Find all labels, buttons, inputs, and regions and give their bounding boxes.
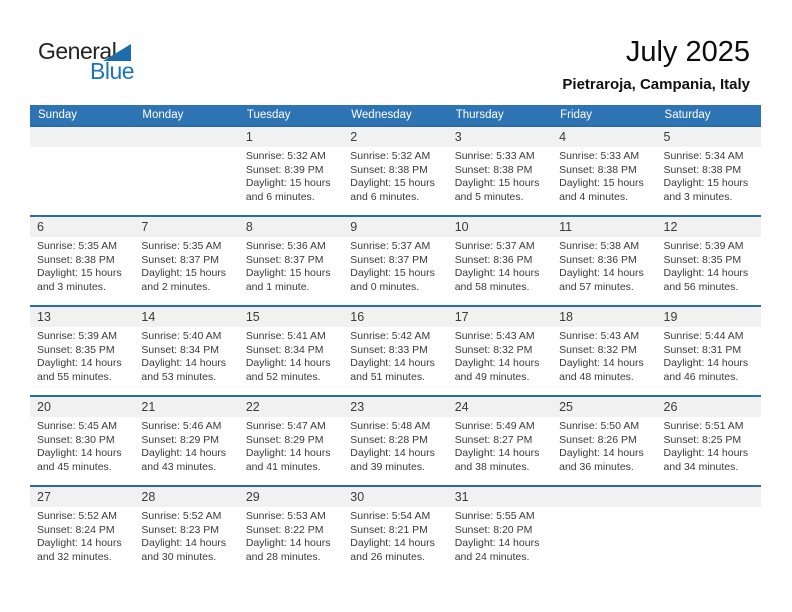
sunset-text: Sunset: 8:31 PM: [663, 343, 742, 356]
day-number: 3: [448, 127, 552, 147]
sunrise-text: Sunrise: 5:35 AM: [141, 240, 222, 252]
day-details: [448, 237, 552, 294]
sunset-text: Sunset: 8:34 PM: [141, 343, 220, 356]
sunset-text: Sunset: 8:23 PM: [141, 523, 220, 536]
day-details: [448, 147, 552, 204]
sunset-text: Sunset: 8:22 PM: [245, 523, 324, 536]
day-details: [657, 507, 761, 510]
day-cell: [552, 396, 656, 486]
day-details: [343, 507, 447, 564]
sunset-text: Sunset: 8:37 PM: [350, 253, 428, 266]
sunrise-text: Sunrise: 5:50 AM: [559, 420, 640, 432]
day-cell: [552, 126, 656, 216]
day-details: [239, 147, 343, 204]
day-number: 30: [343, 487, 447, 507]
sunset-text: Sunset: 8:38 PM: [350, 163, 428, 176]
sunset-text: Sunset: 8:36 PM: [559, 253, 637, 266]
day-cell: [134, 486, 238, 576]
day-number: 14: [134, 307, 238, 327]
daylight-text: Daylight: 14 hours and 55 minutes.: [37, 357, 122, 383]
sunrise-text: Sunrise: 5:33 AM: [454, 150, 535, 162]
day-details: [134, 147, 238, 150]
day-cell: [239, 396, 343, 486]
weekday-monday: Monday: [134, 105, 238, 126]
daylight-text: Daylight: 15 hours and 3 minutes.: [37, 267, 122, 293]
daylight-text: Daylight: 14 hours and 39 minutes.: [350, 447, 435, 473]
day-details: [657, 327, 761, 384]
sunset-text: Sunset: 8:27 PM: [454, 433, 533, 446]
sunset-text: Sunset: 8:32 PM: [454, 343, 533, 356]
day-details: [134, 237, 238, 294]
sunrise-text: Sunrise: 5:42 AM: [350, 330, 431, 342]
sunset-text: Sunset: 8:36 PM: [454, 253, 533, 266]
sunrise-text: Sunrise: 5:53 AM: [245, 510, 326, 522]
sunset-text: Sunset: 8:25 PM: [663, 433, 742, 446]
daylight-text: Daylight: 14 hours and 51 minutes.: [350, 357, 435, 383]
day-number: [657, 487, 761, 507]
sunrise-text: Sunrise: 5:38 AM: [559, 240, 640, 252]
day-details: [552, 417, 656, 474]
daylight-text: Daylight: 14 hours and 32 minutes.: [37, 537, 122, 563]
month-title: July 2025: [625, 36, 750, 68]
sunrise-text: Sunrise: 5:52 AM: [37, 510, 117, 522]
sunrise-text: Sunrise: 5:37 AM: [350, 240, 431, 252]
day-details: [239, 237, 343, 294]
daylight-text: Daylight: 14 hours and 43 minutes.: [141, 447, 227, 473]
day-details: [30, 327, 134, 384]
day-number: 6: [30, 217, 134, 237]
day-cell: [552, 486, 656, 576]
day-cell: [448, 306, 552, 396]
day-number: 27: [30, 487, 134, 507]
week-row: [30, 216, 761, 306]
logo-text-blue: Blue: [90, 58, 135, 84]
daylight-text: Daylight: 15 hours and 4 minutes.: [559, 177, 644, 203]
day-details: [343, 147, 447, 204]
day-number: 13: [30, 307, 134, 327]
day-details: [343, 417, 447, 474]
day-details: [343, 327, 447, 384]
daylight-text: Daylight: 14 hours and 52 minutes.: [245, 357, 331, 383]
sunset-text: Sunset: 8:34 PM: [245, 343, 324, 356]
day-cell: [657, 216, 761, 306]
sunrise-text: Sunrise: 5:51 AM: [663, 420, 744, 432]
week-row: [30, 396, 761, 486]
day-details: [30, 147, 134, 150]
weekday-header: [30, 105, 761, 126]
daylight-text: Daylight: 14 hours and 46 minutes.: [663, 357, 749, 383]
daylight-text: Daylight: 14 hours and 53 minutes.: [141, 357, 227, 383]
day-cell: [239, 126, 343, 216]
daylight-text: Daylight: 14 hours and 49 minutes.: [454, 357, 540, 383]
day-cell: [134, 216, 238, 306]
day-details: [134, 507, 238, 564]
sunrise-text: Sunrise: 5:46 AM: [141, 420, 222, 432]
daylight-text: Daylight: 15 hours and 1 minute.: [245, 267, 331, 293]
sunrise-text: Sunrise: 5:39 AM: [37, 330, 117, 342]
sunset-text: Sunset: 8:38 PM: [454, 163, 533, 176]
sunset-text: Sunset: 8:32 PM: [559, 343, 637, 356]
day-cell: [30, 126, 134, 216]
day-number: 17: [448, 307, 552, 327]
day-number: 28: [134, 487, 238, 507]
day-cell: [448, 486, 552, 576]
sunrise-text: Sunrise: 5:43 AM: [454, 330, 535, 342]
daylight-text: Daylight: 14 hours and 57 minutes.: [559, 267, 644, 293]
daylight-text: Daylight: 14 hours and 30 minutes.: [141, 537, 227, 563]
sunrise-text: Sunrise: 5:47 AM: [245, 420, 326, 432]
day-cell: [134, 306, 238, 396]
week-row: [30, 306, 761, 396]
sunrise-text: Sunrise: 5:44 AM: [663, 330, 744, 342]
title-block: [562, 36, 750, 93]
day-number: 19: [657, 307, 761, 327]
day-cell: [30, 306, 134, 396]
daylight-text: Daylight: 14 hours and 48 minutes.: [559, 357, 644, 383]
daylight-text: Daylight: 14 hours and 56 minutes.: [663, 267, 749, 293]
day-cell: [343, 126, 447, 216]
sunrise-text: Sunrise: 5:45 AM: [37, 420, 117, 432]
logo-text-general: General: [38, 38, 117, 64]
day-number: 8: [239, 217, 343, 237]
sunset-text: Sunset: 8:35 PM: [37, 343, 115, 356]
sunrise-text: Sunrise: 5:52 AM: [141, 510, 222, 522]
daylight-text: Daylight: 14 hours and 28 minutes.: [245, 537, 331, 563]
sunset-text: Sunset: 8:35 PM: [663, 253, 742, 266]
daylight-text: Daylight: 15 hours and 6 minutes.: [245, 177, 331, 203]
sunrise-text: Sunrise: 5:49 AM: [454, 420, 535, 432]
sunrise-text: Sunrise: 5:48 AM: [350, 420, 431, 432]
day-cell: [657, 306, 761, 396]
day-cell: [343, 486, 447, 576]
day-number: 16: [343, 307, 447, 327]
sunset-text: Sunset: 8:38 PM: [559, 163, 637, 176]
day-number: 12: [657, 217, 761, 237]
sunset-text: Sunset: 8:21 PM: [350, 523, 428, 536]
sunrise-text: Sunrise: 5:54 AM: [350, 510, 431, 522]
day-cell: [448, 126, 552, 216]
sunrise-text: Sunrise: 5:32 AM: [245, 150, 326, 162]
day-cell: [448, 396, 552, 486]
day-details: [552, 147, 656, 204]
day-details: [30, 507, 134, 564]
day-details: [657, 417, 761, 474]
sunset-text: Sunset: 8:38 PM: [37, 253, 115, 266]
day-number: 22: [239, 397, 343, 417]
day-number: [134, 127, 238, 147]
day-cell: [552, 306, 656, 396]
daylight-text: Daylight: 15 hours and 3 minutes.: [663, 177, 749, 203]
sunrise-text: Sunrise: 5:35 AM: [37, 240, 117, 252]
sunset-text: Sunset: 8:29 PM: [141, 433, 220, 446]
sunrise-text: Sunrise: 5:37 AM: [454, 240, 535, 252]
day-number: 23: [343, 397, 447, 417]
day-details: [448, 327, 552, 384]
weekday-thursday: Thursday: [448, 105, 552, 126]
sunrise-text: Sunrise: 5:34 AM: [663, 150, 744, 162]
calendar-table: [30, 105, 761, 576]
day-number: 20: [30, 397, 134, 417]
day-cell: [657, 486, 761, 576]
sunset-text: Sunset: 8:33 PM: [350, 343, 428, 356]
day-details: [239, 327, 343, 384]
day-details: [30, 237, 134, 294]
sunrise-text: Sunrise: 5:39 AM: [663, 240, 744, 252]
day-number: 21: [134, 397, 238, 417]
day-details: [239, 417, 343, 474]
sunset-text: Sunset: 8:20 PM: [454, 523, 533, 536]
sunset-text: Sunset: 8:24 PM: [37, 523, 115, 536]
day-cell: [134, 126, 238, 216]
day-number: [30, 127, 134, 147]
sunrise-text: Sunrise: 5:55 AM: [454, 510, 535, 522]
day-number: 10: [448, 217, 552, 237]
day-details: [239, 507, 343, 564]
day-details: [343, 237, 447, 294]
day-cell: [134, 396, 238, 486]
day-number: 24: [448, 397, 552, 417]
week-row: [30, 126, 761, 216]
day-cell: [30, 216, 134, 306]
day-cell: [448, 216, 552, 306]
day-number: 18: [552, 307, 656, 327]
day-cell: [30, 396, 134, 486]
day-details: [552, 327, 656, 384]
day-cell: [343, 396, 447, 486]
day-number: 25: [552, 397, 656, 417]
weekday-tuesday: Tuesday: [239, 105, 343, 126]
day-details: [134, 327, 238, 384]
daylight-text: Daylight: 15 hours and 0 minutes.: [350, 267, 435, 293]
daylight-text: Daylight: 14 hours and 41 minutes.: [245, 447, 331, 473]
daylight-text: Daylight: 14 hours and 45 minutes.: [37, 447, 122, 473]
day-details: [657, 237, 761, 294]
day-number: 1: [239, 127, 343, 147]
day-number: [552, 487, 656, 507]
sunset-text: Sunset: 8:28 PM: [350, 433, 428, 446]
day-number: 2: [343, 127, 447, 147]
weekday-header-row: [30, 105, 761, 126]
day-details: [552, 237, 656, 294]
day-cell: [239, 306, 343, 396]
day-number: 31: [448, 487, 552, 507]
day-number: 7: [134, 217, 238, 237]
sunrise-text: Sunrise: 5:41 AM: [245, 330, 326, 342]
sunset-text: Sunset: 8:38 PM: [663, 163, 742, 176]
weekday-sunday: Sunday: [30, 105, 134, 126]
day-number: 11: [552, 217, 656, 237]
day-number: 9: [343, 217, 447, 237]
day-cell: [657, 126, 761, 216]
day-number: 4: [552, 127, 656, 147]
general-blue-logo: [38, 40, 168, 85]
day-number: 5: [657, 127, 761, 147]
sunset-text: Sunset: 8:37 PM: [245, 253, 324, 266]
daylight-text: Daylight: 14 hours and 24 minutes.: [454, 537, 540, 563]
day-details: [552, 507, 656, 510]
day-cell: [343, 306, 447, 396]
day-details: [448, 417, 552, 474]
day-number: 29: [239, 487, 343, 507]
day-number: 26: [657, 397, 761, 417]
day-cell: [30, 486, 134, 576]
sunrise-text: Sunrise: 5:36 AM: [245, 240, 326, 252]
day-cell: [657, 396, 761, 486]
day-number: 15: [239, 307, 343, 327]
week-row: [30, 486, 761, 576]
weekday-saturday: Saturday: [657, 105, 761, 126]
weekday-friday: Friday: [552, 105, 656, 126]
sunset-text: Sunset: 8:29 PM: [245, 433, 324, 446]
daylight-text: Daylight: 14 hours and 26 minutes.: [350, 537, 435, 563]
sunrise-text: Sunrise: 5:33 AM: [559, 150, 640, 162]
day-cell: [552, 216, 656, 306]
day-cell: [239, 216, 343, 306]
day-details: [657, 147, 761, 204]
day-details: [30, 417, 134, 474]
sunset-text: Sunset: 8:39 PM: [245, 163, 324, 176]
daylight-text: Daylight: 14 hours and 58 minutes.: [454, 267, 540, 293]
day-cell: [239, 486, 343, 576]
location-subtitle: Pietraroja, Campania, Italy: [562, 76, 750, 94]
day-details: [134, 417, 238, 474]
sunrise-text: Sunrise: 5:40 AM: [141, 330, 222, 342]
daylight-text: Daylight: 14 hours and 38 minutes.: [454, 447, 540, 473]
sunset-text: Sunset: 8:37 PM: [141, 253, 220, 266]
calendar-body: [30, 126, 761, 576]
daylight-text: Daylight: 15 hours and 6 minutes.: [350, 177, 435, 203]
day-cell: [343, 216, 447, 306]
day-details: [448, 507, 552, 564]
sunset-text: Sunset: 8:26 PM: [559, 433, 637, 446]
sunrise-text: Sunrise: 5:32 AM: [350, 150, 431, 162]
daylight-text: Daylight: 15 hours and 5 minutes.: [454, 177, 540, 203]
daylight-text: Daylight: 14 hours and 36 minutes.: [559, 447, 644, 473]
sunrise-text: Sunrise: 5:43 AM: [559, 330, 640, 342]
weekday-wednesday: Wednesday: [343, 105, 447, 126]
sunset-text: Sunset: 8:30 PM: [37, 433, 115, 446]
daylight-text: Daylight: 14 hours and 34 minutes.: [663, 447, 749, 473]
daylight-text: Daylight: 15 hours and 2 minutes.: [141, 267, 227, 293]
